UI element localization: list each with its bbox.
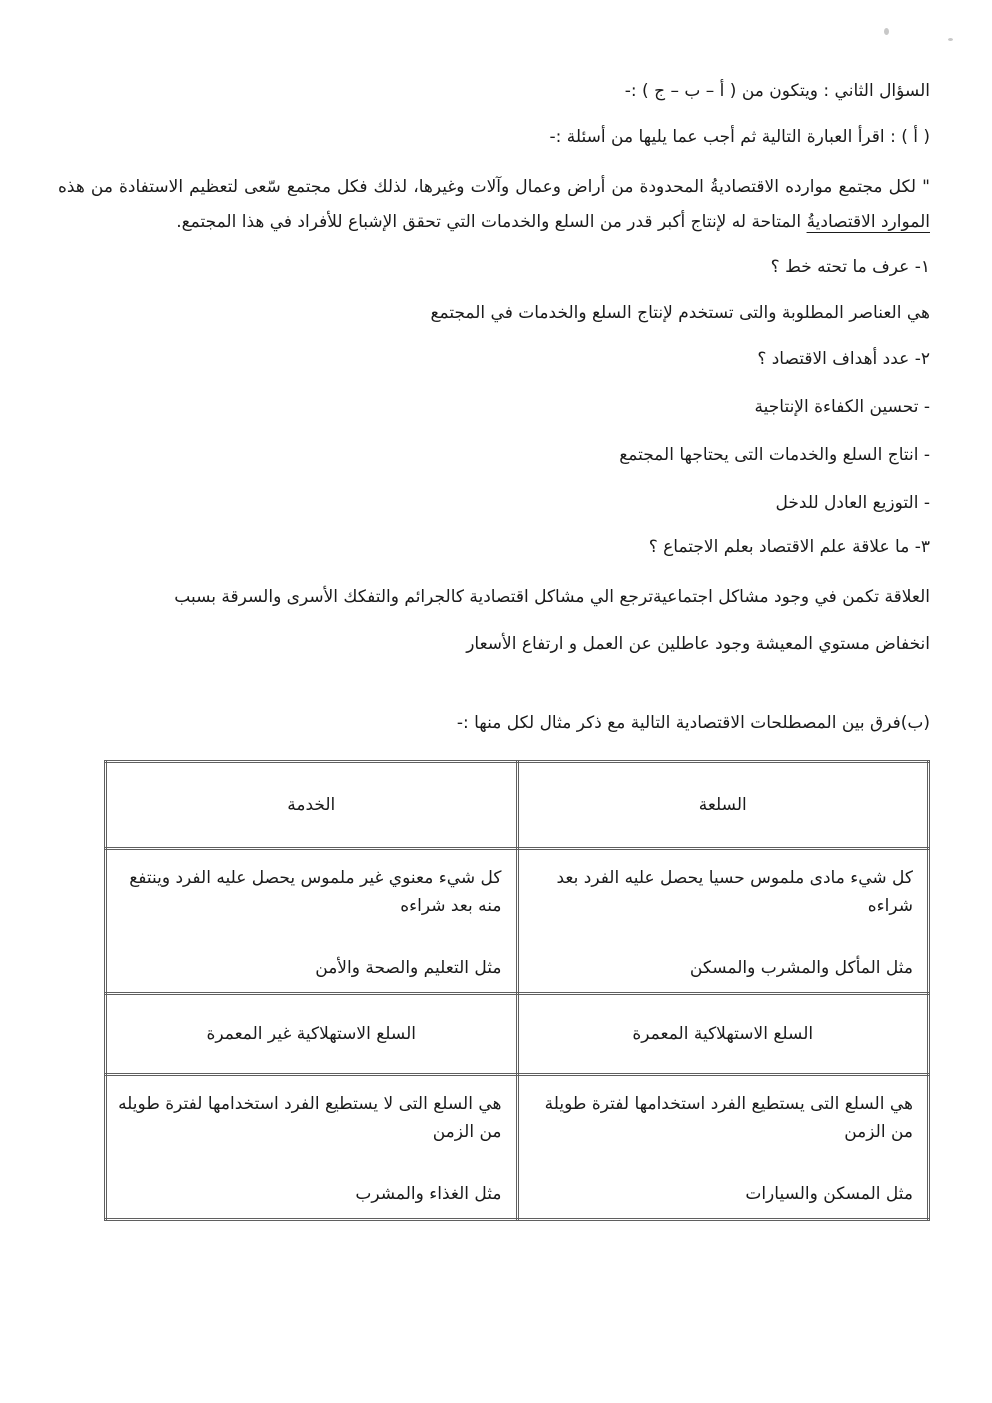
table-row <box>106 994 929 1075</box>
durable-definition: هي السلع التى يستطيع الفرد استخدامها لفترة طويلة من الزمن <box>544 1094 913 1142</box>
table-row <box>106 1075 929 1220</box>
underlined-term: الموارد الاقتصاديةُ <box>806 212 930 232</box>
durable-example: مثل المسكن والسيارات <box>745 1184 913 1204</box>
answer-1: هي العناصر المطلوبة والتى تستخدم لإنتاج السلع والخدمات في المجتمع <box>430 303 930 323</box>
goods-definition-cell <box>517 849 929 994</box>
service-column-header: الخدمة <box>106 762 518 849</box>
service-example: مثل التعليم والصحة والأمن <box>315 958 502 978</box>
service-definition: كل شيء معنوي غير ملموس يحصل عليه الفرد وينتفع منه بعد شراءه <box>129 868 502 916</box>
question-3: ٣- ما علاقة علم الاقتصاد بعلم الاجتماع ؟ <box>648 537 930 557</box>
durable-goods-term-cell: السلع الاستهلاكية المعمرة <box>517 994 929 1075</box>
question-2-title: السؤال الثاني : ويتكون من ( أ – ب – ج ) :- <box>624 81 930 101</box>
table-header-row <box>106 762 929 849</box>
q2-answer-item: - انتاج السلع والخدمات التى يحتاجها المجتمع <box>619 445 930 465</box>
table-row <box>106 849 929 994</box>
passage-text-before: " لكل مجتمع موارده الاقتصاديةُ المحدودة من أراض وعمال وآلات وغيرها، لذلك فكل مجتمع سّعى لتعظيم الاستفادة من هذه <box>58 177 930 197</box>
q2-answer-item: - تحسين الكفاءة الإنتاجية <box>754 397 930 417</box>
answer-3 <box>58 574 930 668</box>
durable-definition-cell <box>517 1075 929 1220</box>
nondurable-definition-cell <box>106 1075 518 1220</box>
passage-text-after: المتاحة له لإنتاج أكبر قدر من السلع والخدمات التي تحقق الإشباع للأفراد في هذا المجتمع. <box>176 212 807 232</box>
goods-column-header: السلعة <box>517 762 929 849</box>
nondurable-goods-term-cell: السلع الاستهلاكية غير المعمرة <box>106 994 518 1075</box>
goods-definition: كل شيء مادى ملموس حسيا يحصل عليه الفرد بعد شراءه <box>556 868 913 916</box>
service-definition-cell <box>106 849 518 994</box>
question-2: ٢- عدد أهداف الاقتصاد ؟ <box>757 349 930 369</box>
reading-passage <box>58 170 930 240</box>
question-1: ١- عرف ما تحته خط ؟ <box>770 257 930 277</box>
part-a-instruction: ( أ ) : اقرأ العبارة التالية ثم أجب عما يليها من أسئلة :- <box>549 127 930 147</box>
goods-example: مثل المأكل والمشرب والمسكن <box>689 958 913 978</box>
terms-comparison-table <box>104 760 930 1221</box>
nondurable-example: مثل الغذاء والمشرب <box>355 1184 502 1204</box>
answer-3-line-1: العلاقة تكمن في وجود مشاكل اجتماعيةترجع الي مشاكل اقتصادية كالجرائم والتفكك الأسرى والسرقة بسبب <box>174 587 930 607</box>
nondurable-definition: هي السلع التى لا يستطيع الفرد استخدامها لفترة طويله من الزمن <box>118 1094 502 1142</box>
part-b-instruction: (ب)فرق بين المصطلحات الاقتصادية التالية مع ذكر مثال لكل منها :- <box>456 713 930 733</box>
answer-3-line-2: انخفاض مستوي المعيشة وجود عاطلين عن العمل و ارتفاع الأسعار <box>466 634 930 654</box>
q2-answer-item: - التوزيع العادل للدخل <box>775 493 930 513</box>
